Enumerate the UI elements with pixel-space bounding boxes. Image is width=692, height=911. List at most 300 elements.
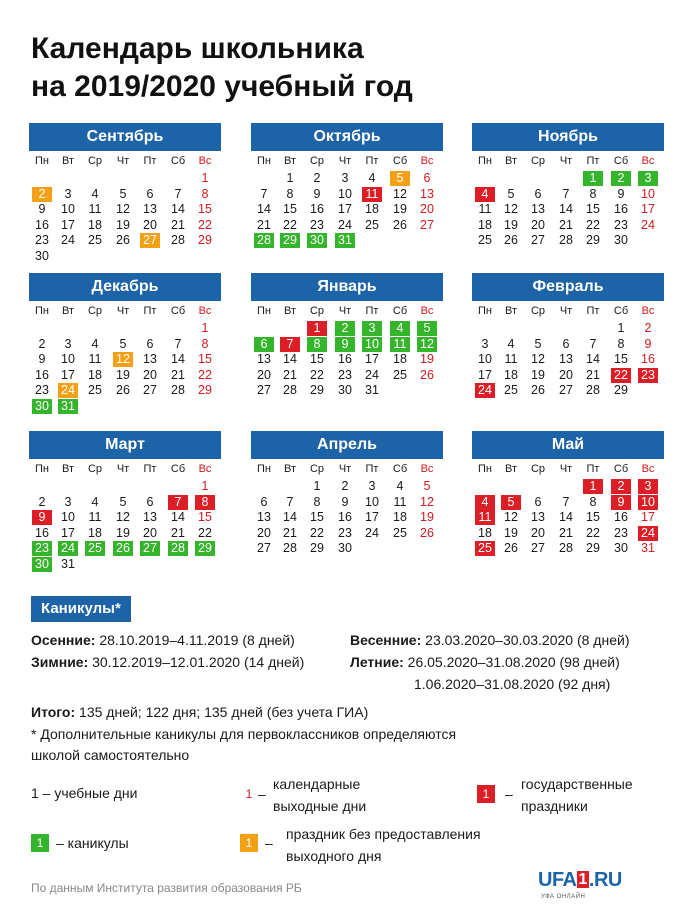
weekday-label: Пн: [478, 155, 492, 167]
winter-value: 30.12.2019–12.01.2020 (14 дней): [88, 654, 305, 670]
calendar-day: 14: [257, 202, 271, 216]
calendar-day: 27: [143, 383, 157, 397]
weekday-label: Вс: [420, 463, 434, 475]
calendar-day: 1: [307, 321, 327, 336]
calendar-day: 25: [393, 525, 407, 540]
note-line-1: * Дополнительные каникулы для первоклассников определяются: [31, 726, 457, 742]
calendar-day: 24: [365, 367, 379, 382]
calendar-day: 1: [201, 321, 209, 335]
legend-state-line-2: праздники: [521, 798, 588, 814]
calendar-day: 23: [614, 525, 628, 540]
calendar-day: 21: [559, 525, 573, 540]
calendar-day: 28: [559, 541, 573, 555]
calendar-day: 22: [611, 368, 631, 383]
legend-nonday-label: [286, 823, 481, 867]
calendar-day: 6: [534, 186, 542, 201]
calendar-day: 11: [88, 510, 102, 524]
weekday-label: Ср: [87, 305, 103, 317]
calendar-day: 24: [638, 526, 658, 541]
calendar-day: 2: [313, 171, 321, 185]
calendar-day: 19: [420, 352, 434, 366]
legend-nonday-swatch: 1: [240, 834, 258, 852]
calendar-day: 17: [61, 525, 75, 540]
calendar-day: 16: [35, 525, 49, 540]
calendar-day: 16: [310, 202, 324, 216]
calendar-day: 24: [58, 383, 78, 398]
calendar-day: 14: [171, 352, 185, 366]
month-title: Ноябрь: [472, 123, 664, 151]
calendar-day: 11: [393, 494, 407, 509]
calendar-day: 28: [586, 383, 600, 397]
calendar-day: 26: [420, 367, 434, 382]
weekday-label: Вт: [504, 305, 517, 317]
month-title: Январь: [251, 273, 443, 301]
calendar-day: 10: [365, 494, 379, 509]
month-block: [251, 273, 443, 397]
calendar-day: 4: [396, 479, 404, 493]
calendar-day: 23: [310, 217, 324, 232]
logo-domain: .RU: [588, 869, 622, 891]
legend-state-label: [521, 773, 633, 817]
calendar-day: 19: [504, 525, 518, 540]
total-value: 135 дней; 122 дня; 135 дней (без учета ГИА): [75, 704, 369, 720]
weekday-label: Вс: [198, 463, 212, 475]
winter-vacation: [31, 652, 304, 672]
calendar-day: 14: [283, 352, 297, 366]
calendar-day: 27: [140, 541, 160, 556]
calendar-day: 12: [113, 352, 133, 367]
weekday-label: Ср: [530, 463, 546, 475]
calendar-day: 12: [531, 352, 545, 366]
calendar-day: 11: [88, 352, 102, 366]
calendar-day: 25: [85, 541, 105, 556]
calendar-day: 8: [589, 186, 597, 201]
calendar-day: 29: [310, 541, 324, 555]
calendar-day: 20: [143, 217, 157, 232]
weekday-label: Чт: [338, 155, 352, 167]
calendar-day: 18: [478, 525, 492, 540]
calendar-day: 10: [61, 202, 75, 216]
weekday-label: Пт: [365, 305, 379, 317]
calendar-day: 5: [417, 321, 437, 336]
calendar-day: 22: [586, 525, 600, 540]
weekday-label: Сб: [170, 155, 186, 167]
calendar-day: 23: [614, 217, 628, 232]
calendar-day: 3: [64, 336, 72, 351]
calendar-day: 1: [617, 321, 625, 335]
calendar-day: 6: [254, 337, 274, 352]
calendar-day: 30: [32, 557, 52, 572]
calendar-day: 17: [338, 202, 352, 216]
calendar-day: 5: [119, 186, 127, 201]
calendar-day: 4: [91, 494, 99, 509]
calendar-day: 21: [586, 367, 600, 382]
month-title: Сентябрь: [29, 123, 221, 151]
calendar-day: 24: [365, 525, 379, 540]
calendar-day: 30: [307, 233, 327, 248]
weekday-label: Вт: [283, 155, 296, 167]
calendar-day: 7: [280, 337, 300, 352]
month-title: Февраль: [472, 273, 664, 301]
calendar-day: 18: [393, 510, 407, 524]
weekday-label: Вс: [641, 155, 655, 167]
weekday-label: Вс: [641, 305, 655, 317]
autumn-label: Осенние:: [31, 632, 96, 648]
month-title: Декабрь: [29, 273, 221, 301]
calendar-day: 19: [504, 217, 518, 232]
calendar-day: 6: [146, 186, 154, 201]
calendar-day: 1: [201, 479, 209, 493]
calendar-day: 22: [310, 367, 324, 382]
calendar-day: 25: [88, 383, 102, 397]
calendar-day: 21: [171, 367, 185, 382]
weekday-label: Вс: [198, 305, 212, 317]
calendar-day: 7: [168, 495, 188, 510]
total-line: [31, 702, 368, 722]
summer-value: 26.05.2020–31.08.2020 (98 дней): [403, 654, 620, 670]
month-block: [251, 123, 443, 247]
calendar-day: 10: [338, 186, 352, 201]
calendar-day: 9: [644, 336, 652, 351]
calendar-day: 30: [614, 233, 628, 247]
spring-value: 23.03.2020–30.03.2020 (8 дней): [421, 632, 630, 648]
calendar-day: 5: [390, 171, 410, 186]
calendar-day: 21: [559, 217, 573, 232]
calendar-day: 29: [614, 383, 628, 397]
calendar-day: 29: [198, 233, 212, 247]
calendar-day: 2: [32, 187, 52, 202]
weekday-label: Вт: [504, 463, 517, 475]
calendar-day: 11: [88, 202, 102, 216]
calendar-day: 24: [61, 233, 75, 247]
calendar-day: 18: [88, 367, 102, 382]
autumn-vacation: [31, 630, 295, 650]
calendar-day: 29: [195, 541, 215, 556]
calendar-day: 21: [171, 525, 185, 540]
weekday-label: Пт: [143, 463, 157, 475]
weekday-label: Сб: [170, 463, 186, 475]
legend-nonday-dash: –: [265, 835, 273, 851]
calendar-day: 13: [420, 186, 434, 201]
calendar-day: 27: [257, 383, 271, 397]
calendar-day: 11: [478, 202, 492, 216]
calendar-day: 23: [638, 368, 658, 383]
weekday-label: Ср: [87, 155, 103, 167]
calendar-day: 9: [38, 352, 46, 366]
calendar-day: 21: [171, 217, 185, 232]
calendar-day: 18: [504, 367, 518, 382]
legend-study-days: 1 – учебные дни: [31, 785, 138, 801]
calendar-day: 4: [91, 336, 99, 351]
calendar-day: 13: [143, 510, 157, 524]
weekday-label: Вс: [641, 463, 655, 475]
month-title: Май: [472, 431, 664, 459]
calendar-day: 7: [562, 494, 570, 509]
calendar-day: 20: [420, 202, 434, 216]
calendar-day: 3: [64, 186, 72, 201]
weekday-label: Ср: [530, 305, 546, 317]
calendar-day: 6: [146, 336, 154, 351]
weekday-label: Вс: [420, 305, 434, 317]
calendar-day: 26: [504, 541, 518, 555]
calendar-day: 7: [174, 186, 182, 201]
weekday-label: Пн: [478, 305, 492, 317]
weekday-label: Вс: [198, 155, 212, 167]
legend-state-line-1: государственные: [521, 776, 633, 792]
calendar-day: 13: [143, 352, 157, 366]
calendar-day: 9: [32, 510, 52, 525]
calendar-day: 25: [365, 217, 379, 232]
calendar-day: 6: [260, 494, 268, 509]
calendar-day: 8: [201, 186, 209, 201]
calendar-day: 6: [423, 171, 431, 185]
calendar-day: 12: [420, 494, 434, 509]
page-title: [31, 30, 413, 106]
weekday-label: Чт: [338, 463, 352, 475]
calendar-day: 31: [61, 556, 75, 571]
legend-weekend-line-2: выходные дни: [273, 798, 367, 814]
calendar-day: 29: [198, 383, 212, 397]
calendar-day: 6: [562, 336, 570, 351]
calendar-day: 20: [531, 525, 545, 540]
calendar-day: 17: [61, 217, 75, 232]
weekday-label: Пт: [143, 305, 157, 317]
calendar-day: 29: [310, 383, 324, 397]
weekday-label: Сб: [613, 305, 629, 317]
weekday-label: Пт: [143, 155, 157, 167]
legend-weekend-dash: –: [258, 786, 266, 802]
calendar-day: 17: [478, 367, 492, 382]
calendar-day: 25: [478, 233, 492, 247]
legend-vacation-label: – каникулы: [56, 835, 129, 851]
calendar-day: 30: [338, 541, 352, 555]
month-block: [251, 431, 443, 555]
total-label: Итого:: [31, 704, 76, 720]
calendar-day: 4: [91, 186, 99, 201]
vacations-heading: Каникулы*: [31, 596, 131, 622]
calendar-day: 2: [611, 479, 631, 494]
calendar-day: 28: [559, 233, 573, 247]
calendar-day: 18: [365, 202, 379, 216]
legend-state-dash: –: [505, 786, 513, 802]
calendar-day: 12: [116, 202, 130, 216]
weekday-label: Вс: [420, 155, 434, 167]
calendar-day: 8: [589, 494, 597, 509]
weekday-label: Чт: [116, 463, 130, 475]
logo-text: UFA: [538, 869, 577, 891]
calendar-day: 13: [257, 352, 271, 366]
summer-vacation: [350, 652, 620, 672]
calendar-day: 22: [198, 367, 212, 382]
calendar-day: 14: [171, 510, 185, 524]
weekday-label: Ср: [309, 155, 325, 167]
calendar-day: 21: [283, 367, 297, 382]
calendar-day: 17: [641, 202, 655, 216]
calendar-day: 27: [531, 233, 545, 247]
calendar-day: 19: [116, 525, 130, 540]
calendar-day: 9: [611, 495, 631, 510]
calendar-day: 9: [38, 202, 46, 216]
title-line-2: на 2019/2020 учебный год: [31, 70, 413, 103]
calendar-day: 25: [88, 233, 102, 247]
calendar-day: 14: [559, 202, 573, 216]
calendar-day: 27: [140, 233, 160, 248]
calendar-day: 1: [201, 171, 209, 185]
ufa1-logo[interactable]: [538, 869, 622, 892]
weekday-label: Пт: [365, 463, 379, 475]
calendar-day: 26: [504, 233, 518, 247]
calendar-day: 16: [35, 367, 49, 382]
calendar-day: 19: [420, 510, 434, 524]
calendar-day: 10: [638, 495, 658, 510]
calendar-day: 22: [198, 525, 212, 540]
legend-weekend-swatch: 1: [245, 787, 253, 801]
calendar-day: 30: [614, 541, 628, 555]
calendar-day: 20: [559, 367, 573, 382]
calendar-day: 3: [362, 321, 382, 336]
calendar-day: 26: [116, 233, 130, 247]
calendar-day: 19: [393, 202, 407, 216]
calendar-day: 16: [338, 352, 352, 366]
legend-weekend-line-1: календарные: [273, 776, 361, 792]
calendar-day: 29: [586, 233, 600, 247]
calendar-day: 14: [283, 510, 297, 524]
calendar-day: 7: [260, 186, 268, 201]
weekday-label: Вт: [283, 463, 296, 475]
calendar-day: 8: [617, 336, 625, 351]
weekday-label: Чт: [116, 155, 130, 167]
calendar-day: 5: [119, 336, 127, 351]
weekday-label: Чт: [559, 155, 573, 167]
weekday-label: Сб: [170, 305, 186, 317]
calendar-day: 27: [420, 217, 434, 232]
weekday-label: Вт: [61, 305, 74, 317]
calendar-day: 9: [341, 494, 349, 509]
calendar-day: 24: [475, 383, 495, 398]
calendar-day: 23: [32, 541, 52, 556]
calendar-day: 15: [586, 510, 600, 524]
calendar-day: 14: [171, 202, 185, 216]
weekday-label: Пн: [35, 463, 49, 475]
calendar-day: 26: [531, 383, 545, 397]
calendar-day: 15: [283, 202, 297, 216]
calendar-day: 21: [283, 525, 297, 540]
month-title: Март: [29, 431, 221, 459]
calendar-day: 31: [641, 541, 655, 555]
calendar-day: 31: [365, 383, 379, 397]
calendar-day: 10: [61, 352, 75, 366]
calendar-day: 13: [531, 510, 545, 524]
calendar-day: 18: [88, 525, 102, 540]
calendar-day: 12: [417, 337, 437, 352]
calendar-day: 18: [478, 217, 492, 232]
calendar-day: 4: [390, 321, 410, 336]
weekday-label: Пн: [257, 463, 271, 475]
calendar-day: 28: [283, 541, 297, 555]
logo-subtitle: УФА ОНЛАЙН: [541, 894, 586, 900]
calendar-day: 2: [644, 321, 652, 335]
calendar-day: 7: [286, 494, 294, 509]
weekday-label: Ср: [87, 463, 103, 475]
calendar-day: 23: [35, 233, 49, 247]
calendar-day: 3: [481, 336, 489, 351]
calendar-day: 2: [38, 336, 46, 351]
weekday-label: Сб: [392, 155, 408, 167]
spring-label: Весенние:: [350, 632, 422, 648]
calendar-day: 16: [614, 202, 628, 216]
weekday-label: Сб: [613, 155, 629, 167]
calendar-day: 8: [313, 494, 321, 509]
month-block: [29, 273, 221, 413]
calendar-day: 13: [531, 202, 545, 216]
month-block: [29, 431, 221, 571]
legend-nonday-line-2: выходного дня: [286, 848, 382, 864]
calendar-day: 22: [310, 525, 324, 540]
calendar-day: 19: [116, 367, 130, 382]
weekday-label: Пн: [257, 305, 271, 317]
calendar-day: 12: [504, 202, 518, 216]
calendar-day: 21: [257, 217, 271, 232]
summer-label: Летние:: [350, 654, 404, 670]
month-block: [472, 273, 664, 397]
calendar-day: 5: [423, 479, 431, 493]
weekday-label: Чт: [559, 305, 573, 317]
calendar-day: 22: [586, 217, 600, 232]
calendar-day: 17: [61, 367, 75, 382]
calendar-day: 26: [420, 525, 434, 540]
calendar-day: 3: [368, 479, 376, 493]
month-block: [472, 431, 664, 555]
calendar-day: 28: [254, 233, 274, 248]
calendar-day: 18: [88, 217, 102, 232]
calendar-day: 27: [531, 541, 545, 555]
calendar-day: 26: [113, 541, 133, 556]
calendar-day: 22: [283, 217, 297, 232]
month-block: [29, 123, 221, 263]
calendar-day: 12: [393, 186, 407, 201]
calendar-day: 1: [286, 171, 294, 185]
calendar-day: 11: [504, 352, 518, 366]
calendar-day: 30: [35, 248, 49, 263]
calendar-day: 15: [586, 202, 600, 216]
calendar-day: 15: [310, 510, 324, 524]
calendar-day: 14: [559, 510, 573, 524]
calendar-day: 9: [617, 186, 625, 201]
calendar-day: 22: [198, 217, 212, 232]
calendar-day: 29: [586, 541, 600, 555]
calendar-day: 16: [614, 510, 628, 524]
calendar-day: 8: [307, 337, 327, 352]
calendar-day: 13: [257, 510, 271, 524]
title-line-1: Календарь школьника: [31, 32, 364, 65]
note-line-2: школой самостоятельно: [31, 747, 190, 763]
calendar-day: 4: [475, 495, 495, 510]
calendar-day: 10: [478, 352, 492, 366]
weekday-label: Чт: [116, 305, 130, 317]
calendar-day: 2: [611, 171, 631, 186]
calendar-day: 28: [283, 383, 297, 397]
calendar-day: 11: [362, 187, 382, 202]
calendar-day: 11: [390, 337, 410, 352]
calendar-day: 18: [393, 352, 407, 366]
calendar-day: 15: [198, 510, 212, 524]
calendar-day: 17: [641, 510, 655, 524]
weekday-label: Пн: [35, 305, 49, 317]
legend-nonday-line-1: праздник без предоставления: [286, 826, 481, 842]
calendar-day: 4: [368, 171, 376, 185]
calendar-day: 28: [168, 541, 188, 556]
calendar-day: 16: [338, 510, 352, 524]
